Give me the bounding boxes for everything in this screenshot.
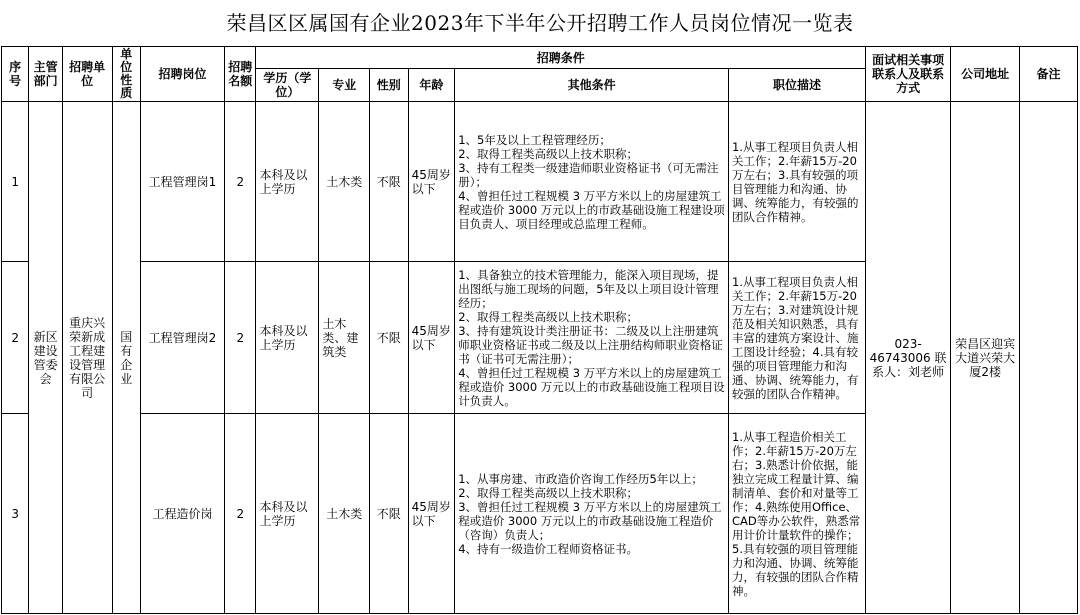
header-note: 备注 [1020,47,1078,102]
header-position: 招聘岗位 [140,47,224,102]
cell-age: 45周岁以下 [408,262,455,414]
header-unit: 招聘单位 [62,47,112,102]
header-other: 其他条件 [455,69,729,102]
header-nature: 单位性质 [112,47,140,102]
cell-address: 荣昌区迎宾大道兴荣大厦2楼 [951,102,1020,614]
cell-quota: 2 [225,262,256,414]
header-address: 公司地址 [951,47,1020,102]
cell-gender: 不限 [370,102,409,262]
table-row [2,102,1078,262]
recruitment-table [1,46,1078,614]
cell-education: 本科及以上学历 [256,102,319,262]
header-major: 专业 [319,69,370,102]
cell-dept: 新区建设管委会 [29,102,62,614]
cell-age: 45周岁以下 [408,414,455,614]
header-education: 学历（学位） [256,69,319,102]
cell-other-conditions: 1、具备独立的技术管理能力，能深入项目现场，提出图纸与施工现场的问题，5年及以上项目设计管理经历； 2、取得工程类高级以上技术职称； 3、持有建筑设计类注册证书：二级及以上注册建筑师职业资格证书或二级及以上注册结构师职业资格证书（证书可无需注册）； 4、曾担任过工程规模 3 万平方米以上的房屋建筑工程或造价 3000 万元以上的市政基础设施工程项目设计负责人。 [455,262,729,414]
cell-seq: 1 [2,102,29,262]
header-age: 年龄 [408,69,455,102]
cell-seq: 2 [2,262,29,414]
cell-description: 1.从事工程造价相关工作；2.年薪15万-20万左右；3.熟悉计价依据，能独立完成工程量计算、编制清单、套价和对量等工作；4.熟练使用Office、CAD等办公软件，熟悉常用计价计量软件的操作；5.具有较强的项目管理能力和沟通、协调、统筹能力，有较强的团队合作精神。 [729,414,866,614]
cell-position: 工程管理岗2 [140,262,224,414]
cell-seq: 3 [2,414,29,614]
header-contact: 面试相关事项联系人及联系方式 [865,47,950,102]
cell-major: 土木类 [319,414,370,614]
header-desc: 职位描述 [729,69,866,102]
cell-education: 本科及以上学历 [256,262,319,414]
cell-description: 1.从事工程项目负责人相关工作；2.年薪15万-20万左右；3.具有较强的项目管理能力和沟通、协调、统筹能力，有较强的团队合作精神。 [729,102,866,262]
header-conditions: 招聘条件 [256,47,866,69]
header-seq: 序号 [2,47,29,102]
cell-unit: 重庆兴荣新成工程建设管理有限公司 [62,102,112,614]
cell-gender: 不限 [370,262,409,414]
cell-position: 工程造价岗 [140,414,224,614]
cell-other-conditions: 1、5年及以上工程管理经历； 2、取得工程类高级以上技术职称； 3、持有工程类一级建造师职业资格证书（可无需注册）； 4、曾担任过工程规模 3 万平方米以上的房屋建筑工程或造价 3000 万元以上的市政基础设施工程建设项目负责人、项目经理或总监理工程师。 [455,102,729,262]
cell-major: 土木类 [319,102,370,262]
cell-other-conditions: 1、从事房建、市政造价咨询工作经历5年以上； 2、取得工程类高级以上技术职称； 3、曾担任过工程规模 3 万平方米以上的房屋建筑工程或造价 3000 万元以上的市政基础设施工程造价（咨询）负责人； 4、持有一级造价工程师资格证书。 [455,414,729,614]
header-dept: 主管部门 [29,47,62,102]
cell-education: 本科及以上学历 [256,414,319,614]
cell-contact: 023-46743006 联系人：刘老师 [865,102,950,614]
cell-age: 45周岁以下 [408,102,455,262]
cell-quota: 2 [225,414,256,614]
cell-nature: 国有企业 [112,102,140,614]
cell-position: 工程管理岗1 [140,102,224,262]
cell-quota: 2 [225,102,256,262]
cell-gender: 不限 [370,414,409,614]
cell-major: 土木类、建筑类 [319,262,370,414]
page-title: 荣昌区区属国有企业2023年下半年公开招聘工作人员岗位情况一览表 [226,11,854,35]
header-quota: 招聘名额 [225,47,256,102]
header-gender: 性别 [370,69,409,102]
cell-note [1020,102,1078,614]
cell-description: 1.从事工程项目负责人相关工作；2.年薪15万-20万左右；3.对建筑设计规范及相关知识熟悉，具有丰富的建筑方案设计、施工图设计经验；4.具有较强的项目管理能力和沟通、协调、统筹能力，有较强的团队合作精神。 [729,262,866,414]
